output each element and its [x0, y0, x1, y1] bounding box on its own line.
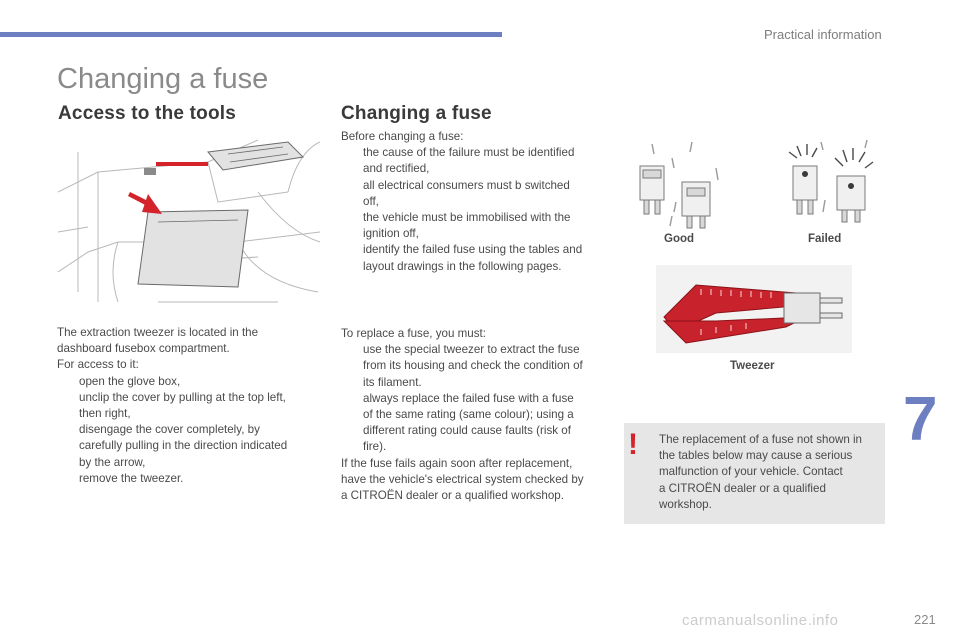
watermark: carmanualsonline.info — [682, 612, 839, 629]
failed-fuse-illustration — [785, 138, 877, 230]
failed-label: Failed — [808, 233, 842, 245]
list-item: the cause of the failure must be identified and rectified, — [363, 146, 575, 176]
list-item: the vehicle must be immobilised with the ignition off, — [363, 211, 571, 241]
before-changing-text — [341, 129, 606, 275]
intro-line: dashboard fusebox compartment. — [57, 342, 230, 356]
warning-text: The replacement of a fuse not shown in the tables below may cause a serious malfunction of your vehicle. Contact a CITROËN dealer or a qualified workshop. — [659, 433, 863, 511]
replace-fuse-text — [341, 326, 606, 504]
list-item: remove the tweezer. — [79, 471, 184, 485]
page-number: 221 — [914, 612, 936, 627]
chapter-number: 7 — [903, 385, 938, 454]
replace-fuse-list — [341, 342, 606, 455]
section-label: Practical information — [764, 27, 882, 42]
list-item: identify the failed fuse using the tables and layout drawings in the following pages. — [363, 243, 583, 273]
intro-line: For access to it: — [57, 358, 139, 372]
changing-fuse-heading: Changing a fuse — [341, 103, 492, 124]
access-tools-heading: Access to the tools — [58, 103, 237, 124]
tweezer-illustration — [656, 265, 852, 353]
outro-line: a CITROËN dealer or a qualified workshop. — [341, 489, 564, 503]
list-item: open the glove box, — [79, 374, 181, 388]
good-label: Good — [664, 233, 695, 245]
before-changing-list — [341, 145, 606, 275]
list-item: disengage the cover completely, by carefully pulling in the direction indicated by the arrow, — [79, 423, 288, 469]
page-title: Changing a fuse — [57, 63, 269, 95]
list-item: use the special tweezer to extract the fuse from its housing and check the condition of its filament. — [363, 343, 583, 389]
list-item: always replace the failed fuse with a fuse of the same rating (same colour); using a different rating could cause faults (risk of fire). — [363, 391, 574, 454]
warning-exclamation-icon: ! — [628, 428, 638, 461]
list-item: all electrical consumers must b switched off, — [363, 178, 570, 208]
good-fuse-illustration — [632, 138, 724, 230]
list-item: unclip the cover by pulling at the top left, then right, — [79, 390, 286, 421]
access-steps-list — [57, 374, 319, 487]
intro-line: Before changing a fuse: — [341, 130, 464, 143]
outro-line: have the vehicle's electrical system checked by — [341, 472, 584, 486]
glovebox-illustration — [58, 132, 320, 310]
section-color-bar — [0, 32, 502, 37]
intro-line: The extraction tweezer is located in the — [57, 326, 259, 339]
tweezer-label: Tweezer — [730, 360, 775, 372]
outro-line: If the fuse fails again soon after replacement, — [341, 456, 573, 470]
access-tools-text — [57, 325, 319, 487]
intro-line: To replace a fuse, you must: — [341, 327, 486, 340]
